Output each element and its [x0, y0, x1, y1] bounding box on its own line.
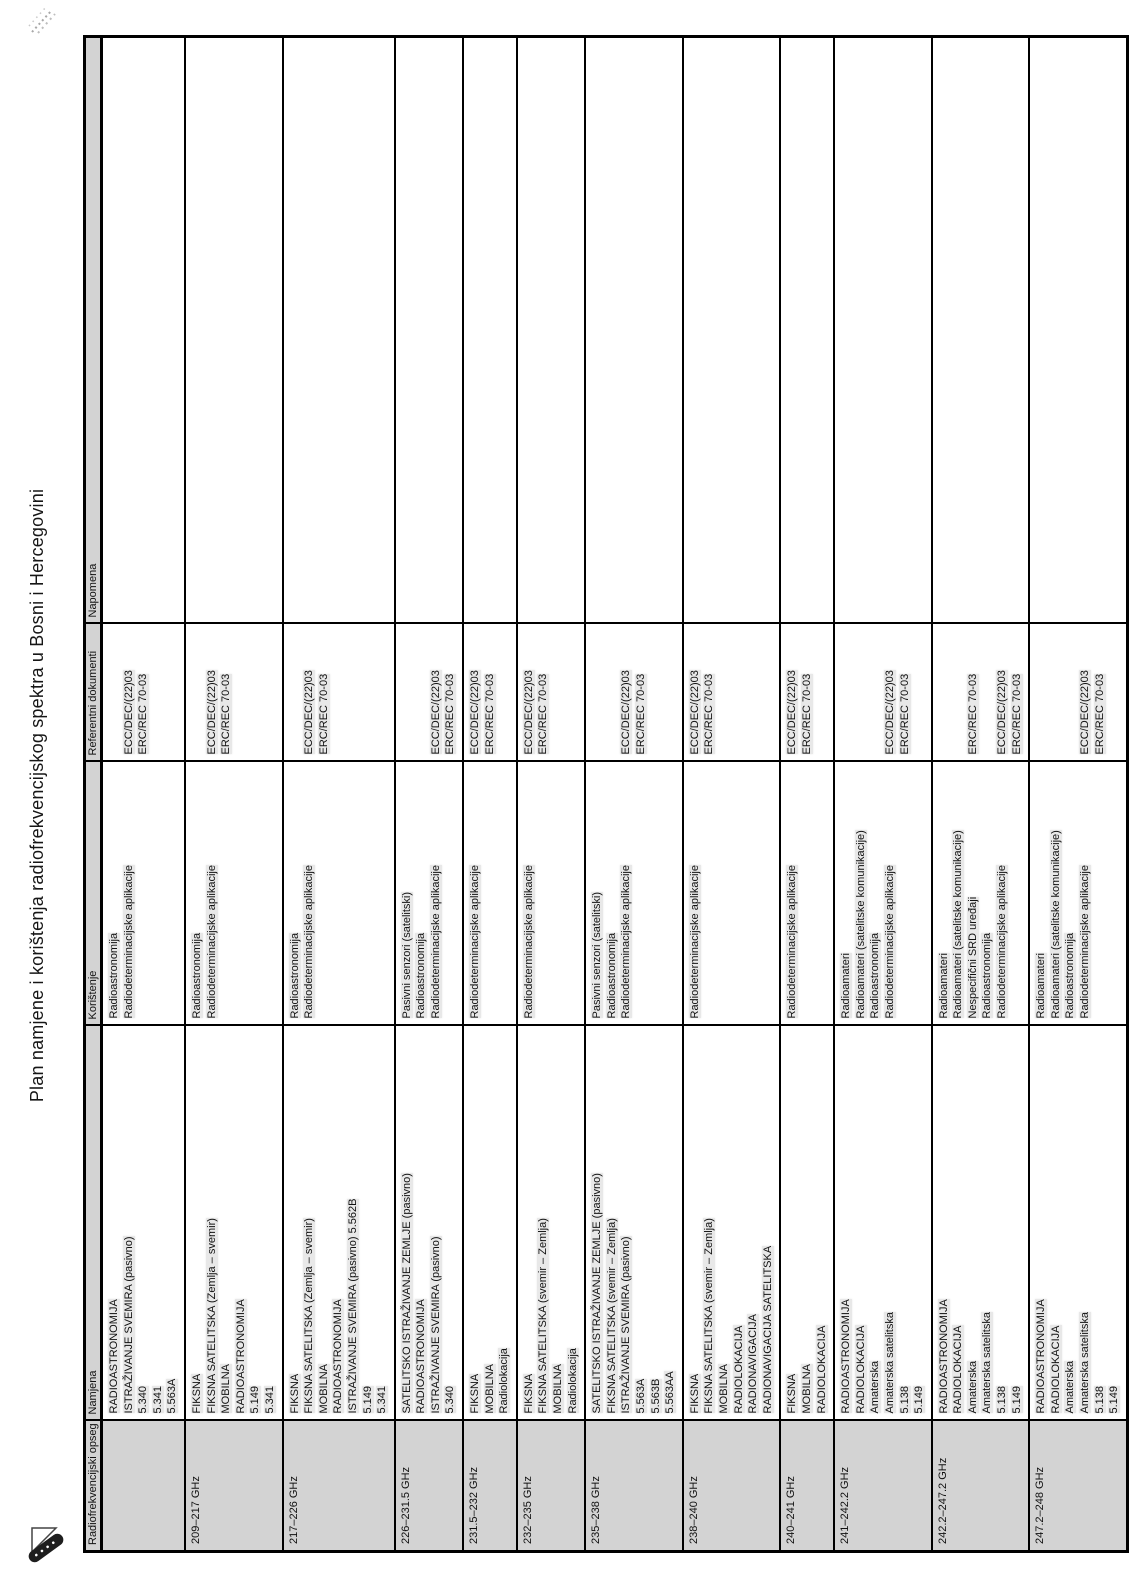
text-line: RADIOASTRONOMIJA — [840, 1299, 853, 1414]
blank-line — [937, 629, 952, 755]
text-line: Amaterska satelitska — [1079, 1312, 1092, 1414]
table-row — [283, 37, 395, 1552]
freq-cell: 242.2–247.2 GHz — [932, 1421, 1030, 1552]
header-napomena: Napomena — [85, 37, 102, 624]
blank-line — [107, 629, 122, 755]
text-line: Radiodeterminacijske aplikacije — [996, 865, 1009, 1019]
table-row — [834, 37, 932, 1552]
text-line: 5.149 — [1010, 1385, 1023, 1414]
text-line: FIKSNA SATELITSKA (Zemlja – svemir) — [303, 1218, 316, 1414]
koristenje-cell — [834, 762, 932, 1026]
text-line: RADIOASTRONOMIJA — [1035, 1299, 1048, 1414]
text-line: Radiodeterminacijske aplikacije — [205, 865, 218, 1019]
text-line: MOBILNA — [220, 1363, 233, 1414]
ref-cell — [395, 624, 463, 762]
text-line: RADIOASTRONOMIJA — [234, 1299, 247, 1414]
blank-line — [590, 629, 605, 755]
text-line: ERC/REC 70-03 — [966, 673, 979, 755]
pen-scribble-icon — [26, 2, 58, 36]
text-line: ECC/DEC/(22)03 — [786, 670, 799, 755]
koristenje-cell — [585, 762, 683, 1026]
text-line: ECC/DEC/(22)03 — [522, 670, 535, 755]
table-row — [932, 37, 1030, 1552]
blank-line — [400, 629, 415, 755]
freq-cell: 217–226 GHz — [283, 1421, 395, 1552]
text-line: Radioastronomija — [605, 932, 618, 1019]
page-title: Plan namjene i korištenja radiofrekvencijskog spektra u Bosni i Hercegovini — [27, 488, 47, 1103]
ref-cell — [102, 624, 185, 762]
ref-cell — [834, 624, 932, 762]
napomena-cell — [1029, 37, 1127, 624]
namjena-cell — [395, 1026, 463, 1421]
text-line: Radiodeterminacijske aplikacije — [429, 865, 442, 1019]
ref-cell — [683, 624, 781, 762]
text-line: RADIOLOKACIJA — [854, 1325, 867, 1414]
napomena-cell — [834, 37, 932, 624]
namjena-cell — [517, 1026, 585, 1421]
text-line: ERC/REC 70-03 — [483, 673, 496, 755]
koristenje-cell — [283, 762, 395, 1026]
table-row — [185, 37, 283, 1552]
freq-cell: 240–241 GHz — [780, 1421, 834, 1552]
text-line: RADIOASTRONOMIJA — [415, 1299, 428, 1414]
text-line: ERC/REC 70-03 — [444, 673, 457, 755]
text-line: RADIOLOKACIJA — [952, 1325, 965, 1414]
text-line: 5.341 — [376, 1385, 389, 1414]
text-line: Pasivni senzori (satelitski) — [400, 891, 413, 1019]
text-line: 5.563A — [166, 1378, 179, 1414]
namjena-cell — [834, 1026, 932, 1421]
text-line: 5.563AA — [664, 1371, 677, 1414]
text-line: Radioastronomija — [108, 932, 120, 1019]
text-line: Pasivni senzori (satelitski) — [591, 891, 604, 1019]
text-line: ERC/REC 70-03 — [1010, 673, 1023, 755]
text-line: Radiodeterminacijske aplikacije — [522, 865, 535, 1019]
text-line: ERC/REC 70-03 — [317, 673, 330, 755]
text-line: Radiodeterminacijske aplikacije — [1079, 865, 1092, 1019]
text-line: RADIONAVIGACIJA — [747, 1314, 760, 1414]
text-line: Radioastronomija — [415, 932, 428, 1019]
text-line: Radioastronomija — [981, 932, 994, 1019]
blank-line — [854, 629, 869, 755]
text-line: ERC/REC 70-03 — [220, 673, 233, 755]
freq-cell: 231.5–232 GHz — [463, 1421, 517, 1552]
napomena-cell — [932, 37, 1030, 624]
text-line: ERC/REC 70-03 — [137, 673, 150, 755]
text-line: ECC/DEC/(22)03 — [205, 670, 218, 755]
blank-line — [288, 629, 303, 755]
napomena-cell — [102, 37, 185, 624]
text-line: MOBILNA — [800, 1363, 813, 1414]
text-line: FIKSNA SATELITSKA (svemir – Zemlja) — [605, 1218, 618, 1414]
text-line: ISTRAŽIVANJE SVEMIRA (pasivno) — [429, 1236, 442, 1414]
text-line: RADIOLOKACIJA — [1049, 1325, 1062, 1414]
table-row — [780, 37, 834, 1552]
rotated-document — [25, 38, 1129, 1553]
text-line: ECC/DEC/(22)03 — [996, 670, 1009, 755]
text-line: ECC/DEC/(22)03 — [1079, 670, 1092, 755]
text-line: SATELITSKO ISTRAŽIVANJE ZEMLJE (pasivno) — [400, 1173, 413, 1414]
koristenje-cell — [780, 762, 834, 1026]
header-ref: Referentni dokumenti — [85, 624, 102, 762]
text-line: FIKSNA — [190, 1373, 203, 1414]
text-line: FIKSNA — [469, 1373, 482, 1414]
text-line: Radiodeterminacijske aplikacije — [469, 865, 482, 1019]
freq-cell — [102, 1421, 185, 1552]
text-line: ISTRAŽIVANJE SVEMIRA (pasivno) — [122, 1236, 135, 1414]
text-line: Radioamateri (satelitske komunikacije) — [1049, 830, 1062, 1019]
koristenje-cell — [683, 762, 781, 1026]
text-line: Amaterska satelitska — [883, 1312, 896, 1414]
text-line: 5.138 — [898, 1385, 911, 1414]
text-line: FIKSNA SATELITSKA (svemir – Zemlja) — [537, 1218, 550, 1414]
text-line: Radiodeterminacijske aplikacije — [688, 865, 701, 1019]
header-freq: Radiofrekvencijski opseg — [85, 1421, 102, 1552]
namjena-cell — [585, 1026, 683, 1421]
table-row — [517, 37, 585, 1552]
ref-cell — [932, 624, 1030, 762]
koristenje-cell — [185, 762, 283, 1026]
koristenje-cell — [463, 762, 517, 1026]
text-line: SATELITSKO ISTRAŽIVANJE ZEMLJE (pasivno) — [591, 1173, 604, 1414]
freq-cell: 235–238 GHz — [585, 1421, 683, 1552]
text-line: FIKSNA SATELITSKA (svemir – Zemlja) — [703, 1218, 716, 1414]
blank-line — [951, 629, 966, 755]
text-line: ECC/DEC/(22)03 — [688, 670, 701, 755]
text-line: RADIOLOKACIJA — [732, 1325, 745, 1414]
text-line: 5.563A — [635, 1378, 647, 1414]
text-line: ERC/REC 70-03 — [703, 673, 716, 755]
text-line: MOBILNA — [717, 1363, 730, 1414]
text-line: FIKSNA SATELITSKA (Zemlja – svemir) — [205, 1218, 218, 1414]
ref-cell — [585, 624, 683, 762]
freq-cell: 247.2–248 GHz — [1029, 1421, 1127, 1552]
table-row — [395, 37, 463, 1552]
text-line: 5.138 — [996, 1385, 1009, 1414]
text-line: 5.340 — [137, 1385, 150, 1414]
napomena-cell — [517, 37, 585, 624]
text-line: ECC/DEC/(22)03 — [122, 670, 135, 755]
koristenje-cell — [395, 762, 463, 1026]
namjena-cell — [283, 1026, 395, 1421]
freq-cell: 232–235 GHz — [517, 1421, 585, 1552]
text-line: Radiodeterminacijske aplikacije — [883, 865, 896, 1019]
napomena-cell — [395, 37, 463, 624]
text-line: ECC/DEC/(22)03 — [469, 670, 482, 755]
blank-line — [1034, 629, 1049, 755]
header-namjena: Namjena — [85, 1026, 102, 1421]
table-row — [1029, 37, 1127, 1552]
namjena-cell — [102, 1026, 185, 1421]
blank-line — [839, 629, 854, 755]
namjena-cell — [185, 1026, 283, 1421]
napomena-cell — [463, 37, 517, 624]
ref-cell — [780, 624, 834, 762]
text-line: Radiodeterminacijske aplikacije — [122, 865, 135, 1019]
text-line: ERC/REC 70-03 — [635, 673, 647, 755]
text-line: ECC/DEC/(22)03 — [303, 670, 316, 755]
text-line: 5.563B — [649, 1378, 662, 1414]
text-line: Radioastronomija — [288, 932, 301, 1019]
text-line: RADIOASTRONOMIJA — [108, 1299, 120, 1414]
napomena-cell — [780, 37, 834, 624]
text-line: ERC/REC 70-03 — [537, 673, 550, 755]
text-line: Radioastronomija — [1064, 932, 1077, 1019]
text-line: Radiodeterminacijske aplikacije — [303, 865, 316, 1019]
text-line: 5.341 — [263, 1385, 276, 1414]
ref-cell — [283, 624, 395, 762]
namjena-cell — [463, 1026, 517, 1421]
blank-line — [868, 629, 883, 755]
text-line: MOBILNA — [552, 1363, 565, 1414]
text-line: Radioamateri — [1035, 953, 1048, 1019]
text-line: Amaterska — [1064, 1360, 1077, 1414]
spectrum-allocation-table — [83, 35, 1129, 1553]
ref-cell — [463, 624, 517, 762]
text-line: 5.149 — [249, 1385, 262, 1414]
text-line: ERC/REC 70-03 — [1093, 673, 1106, 755]
text-line: RADIONAVIGACIJA SATELITSKA — [761, 1245, 774, 1414]
text-line: Radiolokacija — [498, 1348, 511, 1414]
text-line: ISTRAŽIVANJE SVEMIRA (pasivno) 5.562B — [346, 1198, 359, 1414]
text-line: ECC/DEC/(22)03 — [429, 670, 442, 755]
text-line: Radiolokacija — [566, 1348, 579, 1414]
text-line: Radiodeterminacijske aplikacije — [620, 865, 633, 1019]
freq-cell: 241–242.2 GHz — [834, 1421, 932, 1552]
namjena-cell — [1029, 1026, 1127, 1421]
koristenje-cell — [102, 762, 185, 1026]
table-row — [683, 37, 781, 1552]
text-line: Amaterska — [966, 1360, 979, 1414]
napomena-cell — [585, 37, 683, 624]
text-line: ISTRAŽIVANJE SVEMIRA (pasivno) — [620, 1236, 633, 1414]
text-line: FIKSNA — [522, 1373, 535, 1414]
blank-line — [414, 629, 429, 755]
koristenje-cell — [1029, 762, 1127, 1026]
blank-line — [1063, 629, 1078, 755]
text-line: ECC/DEC/(22)03 — [883, 670, 896, 755]
blank-line — [190, 629, 205, 755]
ref-cell — [1029, 624, 1127, 762]
text-line: Radioastronomija — [190, 932, 203, 1019]
text-line: Radioamateri — [937, 953, 950, 1019]
text-line: 5.149 — [361, 1385, 374, 1414]
freq-cell: 209–217 GHz — [185, 1421, 283, 1552]
text-line: MOBILNA — [317, 1363, 330, 1414]
table-row — [463, 37, 517, 1552]
text-line: RADIOASTRONOMIJA — [332, 1299, 345, 1414]
koristenje-cell — [517, 762, 585, 1026]
text-line: 5.138 — [1093, 1385, 1106, 1414]
namjena-cell — [932, 1026, 1030, 1421]
text-line: Radioastronomija — [869, 932, 882, 1019]
text-line: FIKSNA — [288, 1373, 301, 1414]
text-line: 5.149 — [913, 1385, 926, 1414]
text-line: RADIOASTRONOMIJA — [937, 1299, 950, 1414]
text-line: ECC/DEC/(22)03 — [620, 670, 633, 755]
text-line: FIKSNA — [688, 1373, 701, 1414]
table-row — [585, 37, 683, 1552]
blank-line — [1049, 629, 1064, 755]
table-body — [102, 37, 1128, 1552]
blank-line — [980, 629, 995, 755]
text-line: Nespecifični SRD uređaji — [966, 896, 979, 1019]
text-line: Amaterska satelitska — [981, 1312, 994, 1414]
text-line: RADIOLOKACIJA — [815, 1325, 828, 1414]
text-line: Amaterska — [869, 1360, 882, 1414]
text-line: Radioamateri (satelitske komunikacije) — [952, 830, 965, 1019]
ref-cell — [517, 624, 585, 762]
text-line: FIKSNA — [786, 1373, 799, 1414]
text-line: Radioamateri — [840, 953, 853, 1019]
blank-line — [605, 629, 620, 755]
header-koristenje: Korištenje — [85, 762, 102, 1026]
table-header-row — [85, 37, 102, 1552]
text-line: Radioamateri (satelitske komunikacije) — [854, 830, 867, 1019]
text-line: 5.341 — [151, 1385, 164, 1414]
freq-cell: 238–240 GHz — [683, 1421, 781, 1552]
text-line: 5.340 — [444, 1385, 457, 1414]
table-row — [102, 37, 185, 1552]
namjena-cell — [683, 1026, 781, 1421]
freq-cell: 226–231.5 GHz — [395, 1421, 463, 1552]
text-line: ERC/REC 70-03 — [898, 673, 911, 755]
koristenje-cell — [932, 762, 1030, 1026]
text-line: MOBILNA — [483, 1363, 496, 1414]
napomena-cell — [283, 37, 395, 624]
namjena-cell — [780, 1026, 834, 1421]
text-line: 5.149 — [1108, 1385, 1121, 1414]
text-line: ERC/REC 70-03 — [800, 673, 813, 755]
ref-cell — [185, 624, 283, 762]
napomena-cell — [185, 37, 283, 624]
text-line: Radiodeterminacijske aplikacije — [786, 865, 799, 1019]
napomena-cell — [683, 37, 781, 624]
